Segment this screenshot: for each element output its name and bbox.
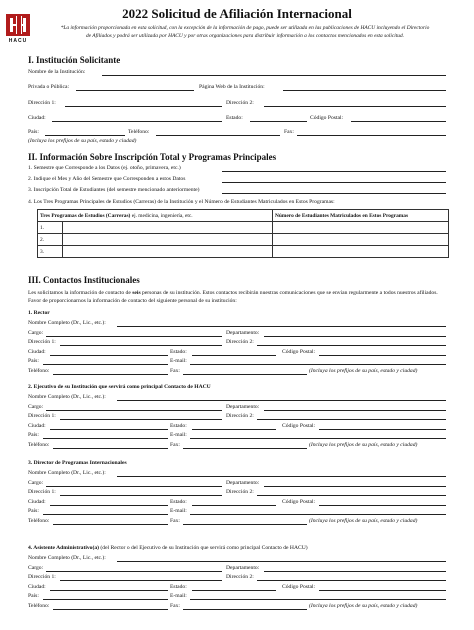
label-email: E-mail: — [170, 508, 187, 514]
enrollment-item-2: 2. Indique el Mes y Año del Semestre que Corresponden a estos Datos — [28, 176, 186, 182]
field-contact-2-address-1[interactable] — [60, 419, 222, 420]
label-address-2: Dirección 2: — [226, 100, 254, 106]
label-position: Cargo: — [28, 329, 44, 336]
row-number: 3. — [38, 246, 63, 258]
field-contact-1-address-1[interactable] — [60, 345, 222, 346]
field-contact-4-department[interactable] — [264, 571, 446, 572]
field-contact-4-address-2[interactable] — [257, 580, 446, 581]
field-contact-3-address-1[interactable] — [60, 495, 222, 496]
students-column-header: Número de Estudiantes Matriculados en Estos Programas — [273, 210, 449, 222]
field-contact-3-email[interactable] — [190, 514, 446, 515]
prefix-note: (Incluya los prefijos de su país, estado y ciudad) — [309, 367, 418, 374]
prefix-note: (Incluya los prefijos de su país, estado y ciudad) — [309, 602, 418, 609]
label-full-name: Nombre Completo (Dr., Lic., etc.): — [28, 555, 106, 561]
label-department: Departamento: — [226, 403, 260, 410]
field-contact-4-email[interactable] — [190, 599, 446, 600]
field-contact-4-address-1[interactable] — [60, 580, 222, 581]
field-contact-4-country[interactable] — [43, 599, 168, 600]
field-contact-1-state[interactable] — [192, 355, 276, 356]
label-private-public: Privada o Pública: — [28, 84, 70, 90]
field-contact-3-fax[interactable] — [183, 524, 307, 525]
contacts-intro: Les solicitamos la información de contacto de seis personas de su institución. Estos contactos recibirán nuestras comunicaciones que se envían regularmente a todos nuestros afiliados. Favor de proporcionarnos la información de contacto del siguiente personal de su institución: — [28, 290, 438, 304]
field-contact-4-name[interactable] — [117, 561, 446, 562]
program-cell[interactable] — [63, 222, 273, 234]
program-cell[interactable] — [63, 246, 273, 258]
students-cell[interactable] — [273, 222, 449, 234]
label-address-2: Dirección 2: — [226, 574, 254, 580]
prefix-note: (Incluya los prefijos de su país, estado y ciudad) — [28, 138, 137, 144]
label-country: País: — [28, 432, 39, 438]
program-cell[interactable] — [63, 234, 273, 246]
field-contact-3-state[interactable] — [192, 505, 276, 506]
label-email: E-mail: — [170, 432, 187, 438]
label-fax: Fax: — [284, 129, 294, 135]
field-contact-3-name[interactable] — [117, 476, 446, 477]
field-website[interactable] — [283, 90, 446, 91]
field-contact-1-postal-code[interactable] — [319, 355, 446, 356]
label-address-1: Dirección 1: — [28, 489, 56, 495]
label-postal-code: Código Postal: — [310, 115, 344, 121]
field-total-enrollment[interactable] — [222, 193, 446, 194]
label-full-name: Nombre Completo (Dr., Lic., etc.): — [28, 394, 106, 400]
section-1-heading: I. Institución Solicitante — [28, 55, 121, 65]
top-programs-table — [37, 209, 449, 258]
field-contact-1-phone[interactable] — [53, 374, 168, 375]
label-state: Estado: — [170, 498, 187, 505]
field-state[interactable] — [250, 121, 307, 122]
field-contact-2-email[interactable] — [190, 438, 446, 439]
field-contact-1-name[interactable] — [117, 326, 446, 327]
field-fax[interactable] — [297, 135, 446, 136]
field-contact-2-position[interactable] — [46, 410, 222, 411]
field-contact-2-state[interactable] — [192, 429, 276, 430]
label-state: Estado: — [170, 583, 187, 590]
field-institution-name[interactable] — [102, 75, 446, 76]
field-contact-3-country[interactable] — [43, 514, 168, 515]
table-row[interactable] — [38, 246, 449, 258]
field-contact-2-fax[interactable] — [183, 448, 307, 449]
field-contact-4-position[interactable] — [46, 571, 222, 572]
row-number: 2. — [38, 234, 63, 246]
field-contact-3-address-2[interactable] — [257, 495, 446, 496]
table-row[interactable] — [38, 222, 449, 234]
label-address-1: Dirección 1: — [28, 574, 56, 580]
field-contact-2-phone[interactable] — [53, 448, 168, 449]
label-state: Estado: — [226, 115, 243, 121]
label-full-name: Nombre Completo (Dr., Lic., etc.): — [28, 470, 106, 476]
label-country: País: — [28, 508, 39, 514]
label-city: Ciudad: — [28, 498, 46, 505]
label-department: Departamento: — [226, 564, 260, 571]
field-month-year[interactable] — [222, 182, 446, 183]
field-postal-code[interactable] — [351, 121, 446, 122]
label-address-1: Dirección 1: — [28, 339, 56, 345]
label-fax: Fax: — [170, 517, 180, 524]
field-semester[interactable] — [222, 171, 446, 172]
field-contact-4-fax[interactable] — [183, 609, 307, 610]
field-phone[interactable] — [156, 135, 280, 136]
label-address-2: Dirección 2: — [226, 489, 254, 495]
label-phone: Teléfono: — [28, 517, 50, 524]
field-contact-3-city[interactable] — [50, 505, 168, 506]
label-country: País: — [28, 593, 39, 599]
enrollment-item-4: 4. Los Tres Programas Principales de Estudios (Carreras) de la Institución y el Número de Estudiantes Matriculados en Estos Programas: — [28, 199, 335, 205]
field-contact-1-city[interactable] — [50, 355, 168, 356]
label-city: Ciudad: — [28, 583, 46, 590]
label-address-1: Dirección 1: — [28, 413, 56, 419]
field-contact-1-department[interactable] — [264, 336, 446, 337]
label-email: E-mail: — [170, 358, 187, 364]
programs-column-header: Tres Programas de Estudios (Carreras) ej. medicina, ingeniería, etc. — [38, 210, 273, 222]
enrollment-item-1: 1. Semestre que Corresponde a los Datos (ej. otoño, primavera, etc.) — [28, 165, 181, 171]
field-address-2[interactable] — [264, 106, 446, 107]
field-contact-3-position[interactable] — [46, 486, 222, 487]
label-full-name: Nombre Completo (Dr., Lic., etc.): — [28, 320, 106, 326]
label-city: Ciudad: — [28, 348, 46, 355]
field-contact-2-name[interactable] — [117, 400, 446, 401]
label-postal-code: Código Postal: — [282, 348, 316, 355]
label-address-2: Dirección 2: — [226, 413, 254, 419]
label-position: Cargo: — [28, 479, 44, 486]
table-header-row — [38, 210, 449, 222]
contact-2-title: 2. Ejecutivo de su Institución que servirá como principal Contacto de HACU — [28, 384, 211, 390]
label-city: Ciudad: — [28, 115, 46, 121]
label-phone: Teléfono: — [28, 602, 50, 609]
label-position: Cargo: — [28, 403, 44, 410]
contact-1-title: 1. Rector — [28, 310, 50, 316]
label-institution-name: Nombre de la Institución: — [28, 69, 86, 75]
field-city[interactable] — [52, 121, 222, 122]
label-postal-code: Código Postal: — [282, 422, 316, 429]
students-cell[interactable] — [273, 246, 449, 258]
field-address-1[interactable] — [65, 106, 222, 107]
field-contact-2-country[interactable] — [43, 438, 168, 439]
label-department: Departamento: — [226, 479, 260, 486]
field-contact-2-postal-code[interactable] — [319, 429, 446, 430]
label-country: País: — [28, 358, 39, 364]
label-fax: Fax: — [170, 602, 180, 609]
field-contact-3-postal-code[interactable] — [319, 505, 446, 506]
label-state: Estado: — [170, 422, 187, 429]
field-contact-1-address-2[interactable] — [257, 345, 446, 346]
label-phone: Teléfono: — [28, 367, 50, 374]
field-contact-1-fax[interactable] — [183, 374, 307, 375]
label-state: Estado: — [170, 348, 187, 355]
table-row[interactable] — [38, 234, 449, 246]
label-fax: Fax: — [170, 367, 180, 374]
field-contact-2-address-2[interactable] — [257, 419, 446, 420]
field-private-public[interactable] — [76, 90, 194, 91]
label-address-1: Dirección 1: — [28, 100, 56, 106]
field-contact-2-department[interactable] — [264, 410, 446, 411]
label-phone: Teléfono: — [128, 129, 150, 135]
field-contact-1-email[interactable] — [190, 364, 446, 365]
label-postal-code: Código Postal: — [282, 498, 316, 505]
label-city: Ciudad: — [28, 422, 46, 429]
form-title: 2022 Solicitud de Afiliación Internacional — [122, 6, 352, 21]
field-contact-3-phone[interactable] — [53, 524, 168, 525]
label-website: Página Web de la Institución: — [199, 84, 265, 90]
field-contact-4-postal-code[interactable] — [319, 590, 446, 591]
row-number: 1. — [38, 222, 63, 234]
field-country[interactable] — [45, 135, 125, 136]
label-country: País: — [28, 129, 39, 135]
field-contact-4-phone[interactable] — [53, 609, 168, 610]
intro-note: *La información proporcionada en esta solicitud, con la excepción de la información de pago, puede ser utilizada en las publicaciones de HACU incluyendo el Directorio de Afiliados y podrá ser utilizada por HACU y por otras organizaciones para distribuir información a los contactos mencionados en esta solicitud. — [60, 25, 430, 40]
contact-3-title: 3. Director de Programas Internacionales — [28, 460, 127, 466]
section-3-heading: III. Contactos Institucionales — [28, 275, 140, 285]
field-contact-1-country[interactable] — [43, 364, 168, 365]
label-fax: Fax: — [170, 441, 180, 448]
field-contact-4-city[interactable] — [50, 590, 168, 591]
field-contact-1-position[interactable] — [46, 336, 222, 337]
enrollment-item-3: 3. Inscripción Total de Estudiantes (del semestre mencionado anteriormente) — [28, 187, 200, 193]
field-contact-2-city[interactable] — [50, 429, 168, 430]
label-position: Cargo: — [28, 564, 44, 571]
prefix-note: (Incluya los prefijos de su país, estado y ciudad) — [309, 517, 418, 524]
label-department: Departamento: — [226, 329, 260, 336]
label-phone: Teléfono: — [28, 441, 50, 448]
label-address-2: Dirección 2: — [226, 339, 254, 345]
prefix-note: (Incluya los prefijos de su país, estado y ciudad) — [309, 441, 418, 448]
label-postal-code: Código Postal: — [282, 583, 316, 590]
field-contact-4-state[interactable] — [192, 590, 276, 591]
label-email: E-mail: — [170, 593, 187, 599]
contact-4-title: 4. Asistente Administrativo(a) (del Rector o del Ejecutivo de su Institución que servirá como principal Contacto de HACU) — [28, 545, 308, 551]
field-contact-3-department[interactable] — [264, 486, 446, 487]
students-cell[interactable] — [273, 234, 449, 246]
section-2-heading: II. Información Sobre Inscripción Total y Programas Principales — [28, 152, 277, 162]
logo-text: HACU — [8, 38, 28, 44]
